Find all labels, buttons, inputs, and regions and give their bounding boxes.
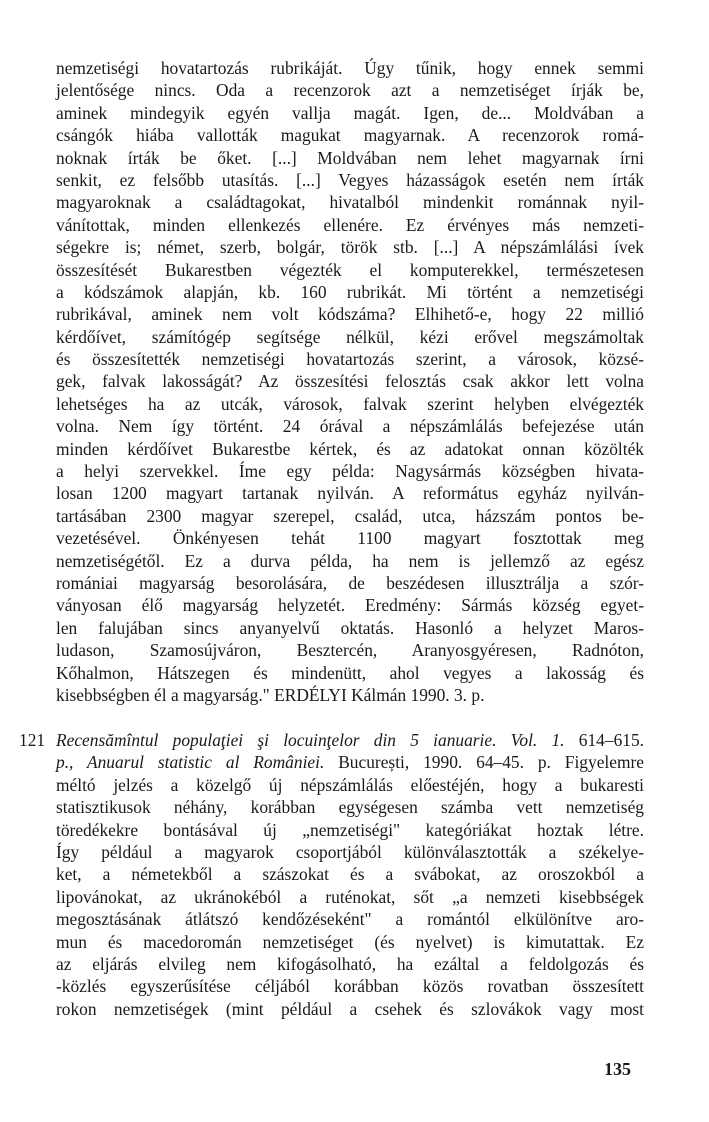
text-line: jelentősége nincs. Oda a recenzorok azt a nemzetiséget írják be, [56, 80, 644, 101]
text-line: lehetséges ha az utcák, városok, falvak szerint helyben elvégezték [56, 393, 644, 414]
text-line: volna. Nem így történt. 24 órával a népszámlálás befejezése után [56, 416, 644, 437]
footnote-line: mun és macedoromán nemzetiséget (és nyelvet) is kimutattak. Ez [56, 931, 644, 952]
footnote-text-block [56, 729, 644, 1020]
text-line: kérdőívet, számítógép segítsége nélkül, kézi erővel megszámoltak [56, 326, 644, 347]
text-line: nemzetiségi hovatartozás rubrikáját. Úgy tűnik, hogy ennek semmi [56, 58, 644, 78]
text-line: nemzetiségétől. Ez a durva példa, ha nem is jellemző az egész [56, 550, 644, 571]
main-text-block [56, 57, 644, 706]
text-line: rubrikával, aminek nem volt kódszáma? Elhihető-e, hogy 22 millió [56, 304, 644, 325]
footnote-source-pages: 614–615. [564, 730, 644, 750]
text-line: kisebbségben él a magyarság." ERDÉLYI Kálmán 1990. 3. p. [56, 684, 485, 705]
footnote-line: statisztikusok néhány, korábban egységesen számba vett nemzetiség [56, 797, 644, 818]
footnote-line: -közlés egyszerűsítése céljából korábban közös rovatban összesített [56, 976, 644, 997]
footnote-number: 121 [19, 730, 46, 750]
text-line: összesítését Bukarestben végezték el komputerekkel, természetesen [56, 259, 644, 280]
text-line: vezetésével. Önkényesen tehát 1100 magyart fosztottak meg [56, 528, 644, 549]
text-line: ségekre is; német, szerb, bolgár, török stb. [...] A népszámlálási ívek [56, 237, 644, 258]
text-line: noknak írták be őket. [...] Moldvában nem lehet magyarnak írni [56, 147, 644, 168]
footnote-line: megosztásának átlátszó kendőzéseként" a romántól elkülönítve aro- [56, 909, 644, 930]
text-line: tartásában 2300 magyar szerepel, család, utca, házszám pontos be- [56, 505, 644, 526]
footnote-source-yearbook: p., Anuarul statistic al României. [56, 752, 325, 773]
footnote-line [56, 729, 644, 751]
text-line: csángók hiába vallották magukat magyarnak. A recenzorok romá- [56, 125, 644, 146]
text-line: aminek mindegyik egyén vallja magát. Igen, de... Moldvában a [56, 102, 644, 123]
footnote-line: Így például a magyarok csoportjából különválasztották a székelye- [56, 841, 644, 862]
footnote-source-rest: București, 1990. 64–45. p. Figyelemre [324, 752, 644, 773]
footnote-line: az eljárás elvileg nem kifogásolható, ha ezáltal a feldolgozás és [56, 953, 644, 974]
text-line: ványosan élő magyarság helyzetét. Eredmény: Sármás község egyet- [56, 595, 644, 616]
footnote-source-title: Recensămîntul populaţiei şi locuinţelor din 5 ianuarie. Vol. 1. [56, 730, 565, 750]
text-line: magyaroknak a családtagokat, hivatalból mindenkit románnak nyil- [56, 192, 644, 213]
text-line: a helyi szervekkel. Íme egy példa: Nagysármás községben hivata- [56, 461, 644, 482]
text-line: vánítottak, minden ellenkezés ellenére. Ez érvényes más nemzeti- [56, 214, 644, 235]
text-line: Kőhalmon, Hátszegen és mindenütt, ahol vegyes a lakosság és [56, 662, 644, 683]
page-number: 135 [604, 1059, 631, 1079]
footnote-line [56, 751, 644, 773]
text-line: losan 1200 magyart tartanak nyilván. A református egyház nyilván- [56, 483, 644, 504]
footnote-body [56, 774, 644, 1020]
footnote-line: ket, a németekből a szászokat és a svábokat, az oroszokból a [56, 864, 644, 885]
text-line: len falujában sincs anyanyelvű oktatás. Hasonló a helyzet Maros- [56, 617, 644, 638]
footnote-line: lipovánokat, az ukránokéból a ruténokat, sőt „a nemzeti kisebbségek [56, 886, 644, 907]
text-line: senkit, ez felsőbb utasítás. [...] Vegyes házasságok esetén nem írták [56, 169, 644, 190]
text-line: a kódszámok alapján, kb. 160 rubrikát. Mi történt a nemzetiségi [56, 281, 644, 302]
footnote-line: méltó jelzés a közelgő új népszámlálás előestéjén, hogy a bukaresti [56, 774, 644, 795]
text-line: gek, falvak lakosságát? Az összesítési felosztás csak akkor lett volna [56, 371, 644, 392]
text-line: romániai magyarság besorolására, de beszédesen illusztrálja a szór- [56, 572, 644, 593]
text-line: és összesítették nemzetiségi hovatartozás szerint, a városok, közsé- [56, 349, 644, 370]
footnote-line: töredékekre bontásával új „nemzetiségi" kategóriákat hoztak létre. [56, 819, 644, 840]
footnote-line: rokon nemzetiségek (mint például a csehek és szlovákok vagy most [56, 998, 644, 1019]
text-line: minden kérdőívet Bukarestbe kértek, és az adatokat onnan közölték [56, 438, 644, 459]
text-line: ludason, Szamosújváron, Besztercén, Aranyosgyéresen, Radnóton, [56, 640, 644, 661]
